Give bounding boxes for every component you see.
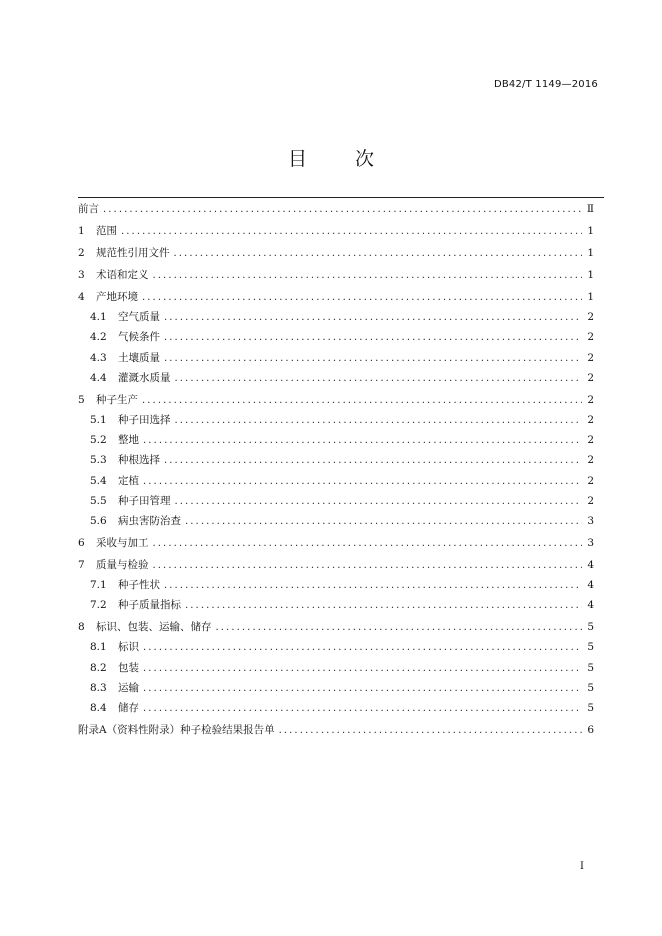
toc-leader-dots — [143, 434, 582, 447]
toc-entry-label: 整地 — [118, 434, 139, 447]
toc-entry[interactable] — [78, 447, 594, 467]
toc-entry-page: 5 — [587, 621, 594, 634]
toc-entry[interactable] — [78, 592, 594, 612]
toc-entry[interactable] — [78, 528, 594, 550]
toc-entry-page: 2 — [587, 474, 594, 487]
toc-leader-dots — [164, 454, 582, 467]
toc-entry-page: 1 — [587, 291, 594, 303]
toc-leader-dots — [174, 247, 583, 260]
toc-entry-page: Ⅱ — [586, 203, 594, 215]
toc-entry-number: 5.6 — [90, 514, 107, 527]
toc-entry-number: 2 — [78, 247, 85, 259]
toc-entry-page: 2 — [587, 454, 594, 467]
toc-entry-number: 4.1 — [90, 311, 107, 324]
toc-entry-label: 范围 — [96, 225, 117, 237]
toc-entry-number: 8.4 — [90, 702, 107, 714]
toc-entry-label: 种子性状 — [118, 579, 160, 592]
toc-entry-page: 6 — [587, 724, 594, 736]
toc-entry-label: 产地环境 — [96, 291, 138, 303]
toc-entry[interactable] — [78, 407, 594, 427]
toc-leader-dots — [153, 537, 583, 550]
toc-entry[interactable] — [78, 695, 594, 715]
toc-entry[interactable] — [78, 550, 594, 572]
footer-page-number: I — [580, 861, 584, 872]
toc-leader-dots — [279, 724, 582, 737]
title-char-1: 目 — [287, 148, 307, 170]
toc-entry-page: 3 — [587, 514, 594, 527]
toc-entry-page: 2 — [587, 434, 594, 447]
toc-leader-dots — [143, 641, 582, 654]
page-title — [0, 144, 662, 171]
toc-entry-number: 7.1 — [90, 579, 107, 592]
toc-entry-label: 质量与检验 — [96, 558, 149, 571]
toc-entry-label: 附录A（资料性附录）种子检验结果报告单 — [78, 724, 275, 736]
toc-entry-page: 5 — [587, 641, 594, 654]
toc-leader-dots — [153, 269, 583, 282]
toc-leader-dots — [121, 225, 582, 238]
toc-entry[interactable] — [78, 199, 594, 216]
toc-leader-dots — [103, 203, 582, 216]
toc-entry-page: 2 — [587, 494, 594, 507]
toc-entry-page: 1 — [587, 247, 594, 259]
toc-leader-dots — [153, 559, 583, 572]
toc-entry-page: 4 — [587, 599, 594, 612]
toc-entry-page: 4 — [587, 558, 594, 571]
toc-leader-dots — [143, 475, 582, 488]
toc-entry-page: 5 — [587, 702, 594, 714]
toc-entry[interactable] — [78, 238, 594, 260]
toc-leader-dots — [143, 662, 582, 675]
toc-entry-page: 1 — [587, 225, 594, 237]
toc-entry-number: 7.2 — [90, 599, 107, 612]
toc-entry-page: 2 — [587, 351, 594, 364]
toc-entry-label: 术语和定义 — [96, 269, 149, 281]
toc-entry[interactable] — [78, 675, 594, 695]
toc-leader-dots — [143, 702, 582, 715]
toc-leader-dots — [143, 682, 582, 695]
toc-entry-number: 4 — [78, 291, 85, 303]
toc-entry[interactable] — [78, 572, 594, 592]
toc-entry-page: 2 — [587, 311, 594, 324]
toc-entry-number: 3 — [78, 269, 85, 281]
toc-entry-number: 5.4 — [90, 474, 107, 487]
toc-entry[interactable] — [78, 365, 594, 385]
toc-entry-number: 7 — [78, 558, 85, 571]
toc-entry-number: 5.3 — [90, 454, 107, 467]
toc-entry-label: 种子生产 — [96, 393, 138, 406]
toc-entry[interactable] — [78, 488, 594, 508]
toc-leader-dots — [175, 495, 583, 508]
toc-entry[interactable] — [78, 467, 594, 487]
toc-entry-label: 土壤质量 — [118, 351, 160, 364]
toc-entry-label: 种根选择 — [118, 454, 160, 467]
toc-entry[interactable] — [78, 508, 594, 528]
toc-entry-label: 采收与加工 — [96, 536, 149, 549]
toc-leader-dots — [142, 394, 582, 407]
standard-code: DB42/T 1149—2016 — [493, 79, 598, 90]
toc-leader-dots — [175, 414, 583, 427]
toc-entry-label: 运输 — [118, 681, 139, 694]
toc-entry-number: 8 — [78, 621, 85, 634]
toc-entry[interactable] — [78, 324, 594, 344]
toc-entry-label: 种子田选择 — [118, 413, 171, 426]
toc-leader-dots — [142, 291, 582, 304]
toc-entry[interactable] — [78, 427, 594, 447]
toc-leader-dots — [164, 331, 582, 344]
toc-leader-dots — [185, 515, 582, 528]
toc-entry-number: 4.4 — [90, 371, 107, 384]
toc-entry[interactable] — [78, 344, 594, 364]
toc-entry[interactable] — [78, 282, 594, 304]
toc-entry-number: 4.2 — [90, 331, 107, 344]
toc-entry-label: 灌溉水质量 — [118, 371, 171, 384]
toc-entry-page: 2 — [587, 393, 594, 406]
toc-entry-label: 前言 — [78, 203, 99, 215]
toc-entry-page: 1 — [587, 269, 594, 281]
toc-entry-label: 规范性引用文件 — [96, 247, 170, 259]
toc-entry-number: 8.2 — [90, 661, 107, 674]
toc-entry-label: 种子田管理 — [118, 494, 171, 507]
toc-entry[interactable] — [78, 260, 594, 282]
toc-entry-number: 4.3 — [90, 351, 107, 364]
toc-entry-page: 2 — [587, 413, 594, 426]
title-char-2: 次 — [355, 148, 375, 170]
toc-entry-label: 定植 — [118, 474, 139, 487]
toc-leader-dots — [164, 579, 582, 592]
toc-entry-label: 储存 — [118, 702, 139, 714]
toc-entry-number: 1 — [78, 225, 85, 237]
toc-entry[interactable] — [78, 612, 594, 634]
toc-entry-page: 3 — [587, 536, 594, 549]
toc-entry-number: 8.3 — [90, 681, 107, 694]
toc-entry[interactable] — [78, 385, 594, 407]
toc-entry-label: 气候条件 — [118, 331, 160, 344]
toc-entry-label: 种子质量指标 — [118, 599, 181, 612]
toc-entry-number: 6 — [78, 536, 85, 549]
toc-leader-dots — [185, 599, 582, 612]
toc-entry-page: 5 — [587, 681, 594, 694]
toc-entry-number: 5.1 — [90, 413, 107, 426]
toc-entry[interactable] — [78, 634, 594, 654]
toc-leader-dots — [164, 311, 582, 324]
title-divider — [78, 197, 604, 198]
toc-entry-label: 标识 — [118, 641, 139, 654]
toc-entry-number: 5.2 — [90, 434, 107, 447]
toc-entry[interactable] — [78, 654, 594, 674]
toc-leader-dots — [216, 621, 583, 634]
toc-entry-label: 标识、包装、运输、储存 — [96, 621, 212, 634]
toc-entry[interactable] — [78, 304, 594, 324]
toc-leader-dots — [164, 352, 582, 365]
toc-entry-page: 4 — [587, 579, 594, 592]
toc-leader-dots — [175, 372, 583, 385]
toc-entry-number: 8.1 — [90, 641, 107, 654]
toc-entry-label: 包装 — [118, 661, 139, 674]
table-of-contents — [78, 199, 594, 737]
toc-entry-number: 5 — [78, 393, 85, 406]
toc-entry-page: 2 — [587, 331, 594, 344]
toc-entry[interactable] — [78, 715, 594, 737]
toc-entry-number: 5.5 — [90, 494, 107, 507]
toc-entry[interactable] — [78, 216, 594, 238]
toc-entry-label: 病虫害防治查 — [118, 514, 181, 527]
toc-entry-page: 5 — [587, 661, 594, 674]
toc-entry-page: 2 — [587, 371, 594, 384]
toc-entry-label: 空气质量 — [118, 311, 160, 324]
